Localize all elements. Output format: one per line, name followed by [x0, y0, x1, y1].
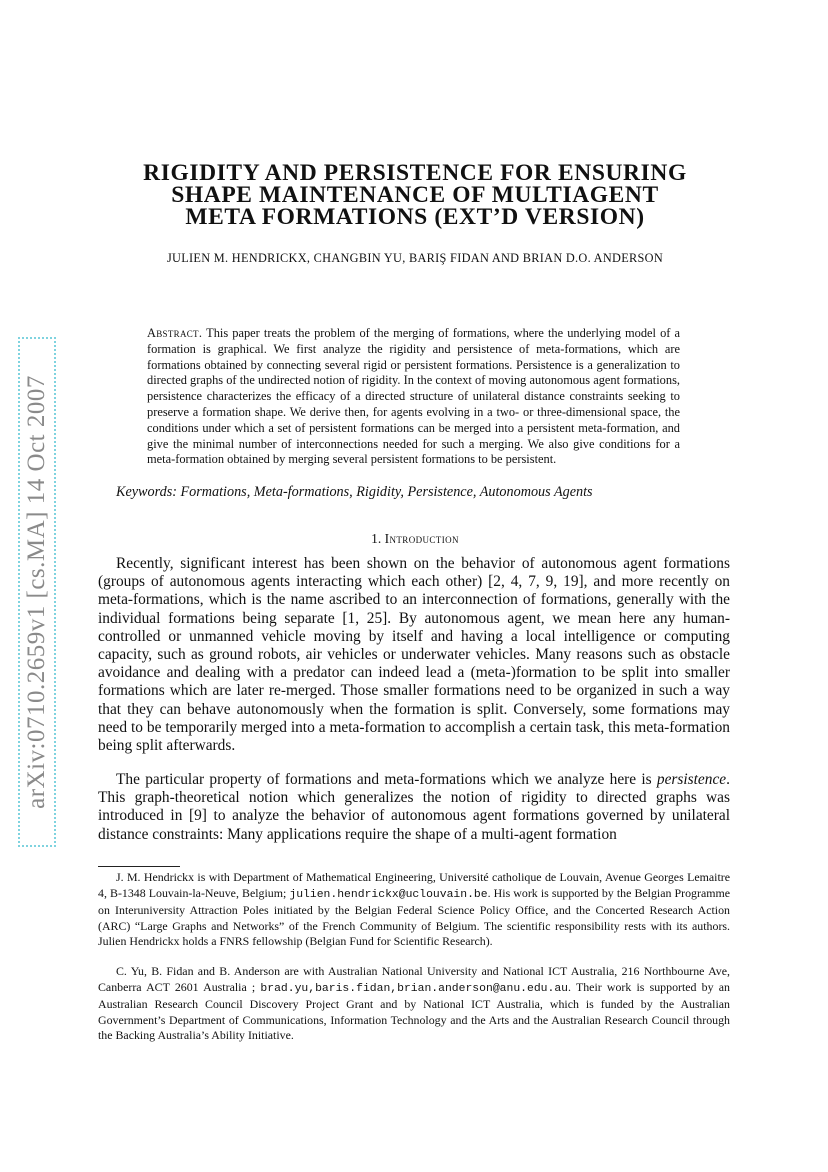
- paper-title: [100, 162, 730, 228]
- footnote-text: . His work is supported by the Belgian Programme on Interuniversity Attraction Poles initiated by the Belgian Federal Science Policy Office, and the Concerted Research Action (ARC) “Large Graphs and Networks” of the French Community of Belgium. The scientific responsibility rests with its authors. Julien Hendrickx holds a FNRS fellowship (Belgian Fund for Scientific Research).: [98, 885, 731, 949]
- footnote: [98, 964, 730, 1044]
- arxiv-identifier-text: arXiv:0710.2659v1 [cs.MA] 14 Oct 2007: [23, 375, 51, 809]
- abstract: [147, 326, 680, 468]
- body-paragraph: [98, 771, 730, 844]
- author-list: JULIEN M. HENDRICKX, CHANGBIN YU, BARIŞ FIDAN AND BRIAN D.O. ANDERSON: [166, 251, 664, 265]
- body-paragraph: Recently, significant interest has been shown on the behavior of autonomous agent formations (groups of autonomous agents interacting which each other) [2, 4, 7, 9, 19], and more recently on meta-formations, which is the name ascribed to an interconnection of formations, generally with the individual formations being separate [1, 25]. By autonomous agent, we mean here any human-controlled or unmanned vehicle moving by itself and having a local intelligence or computing capacity, such as ground robots, air vehicles or underwater vehicles. Many reasons such as obstacle avoidance and dealing with a predator can indeed lead a (meta-)formation to be split into smaller formations which are later re-merged. Those smaller formations need to be organized in such a way that they can behave autonomously when the formation is split. Conversely, some formations may need to be temporarily merged into a meta-formation to accomplish a certain task, this meta-formation being split afterwards.: [98, 555, 730, 755]
- email-address: brad.yu,baris.fidan,brian.anderson@anu.edu.au: [260, 982, 569, 995]
- paragraph-text: . This graph-theoretical notion which generalizes the notion of rigidity to directed graphs was introduced in [9] to analyze the behavior of autonomous agent formations governed by unilateral distance constraints: Many applications require the shape of a multi-agent formation: [98, 771, 730, 843]
- keywords: Keywords: Formations, Meta-formations, Rigidity, Persistence, Autonomous Agents: [116, 484, 593, 500]
- title-line: RIGIDITY AND PERSISTENCE FOR ENSURING: [143, 160, 687, 186]
- title-line: META FORMATIONS (EXT’D VERSION): [185, 204, 645, 230]
- footnote-text: C. Yu, B. Fidan and B. Anderson are with Australian National University and National ICT Australia, 216 Northbourne Ave, Canberra ACT 2601 Australia ;: [98, 964, 730, 994]
- footnote-text: J. M. Hendrickx is with Department of Mathematical Engineering, Université catholique de Louvain, Avenue Georges Lemaitre 4, B-1348 Louvain-la-Neuve, Belgium;: [98, 870, 730, 900]
- paragraph-text: The particular property of formations and meta-formations which we analyze here is: [116, 771, 657, 788]
- arxiv-identifier-stamp: [18, 337, 56, 847]
- section-heading: [100, 531, 730, 547]
- title-line: SHAPE MAINTENANCE OF MULTIAGENT: [171, 182, 659, 208]
- section-number: 1.: [371, 531, 382, 546]
- footnote: [98, 870, 730, 950]
- footnote-divider: [98, 866, 180, 867]
- abstract-text: This paper treats the problem of the merging of formations, where the underlying model of a formation is graphical. We first analyze the rigidity and persistence of meta-formations, which are formations obtained by connecting several rigid or persistent formations. Persistence is a generalization to directed graphs of the undirected notion of rigidity. In the context of moving autonomous agent formations, persistence characterizes the efficacy of a directed structure of unilateral distance constraints seeking to preserve a formation shape. We derive then, for agents evolving in a two- or three-dimensional space, the conditions under which a set of persistent formations can be merged into a persistent meta-formation, and give the minimal number of interconnections needed for such a merging. We also give conditions for a meta-formation obtained by merging several persistent formations to be persistent.: [147, 326, 681, 467]
- abstract-label: Abstract.: [147, 326, 203, 340]
- section-title: Introduction: [384, 531, 459, 546]
- emphasized-term: persistence: [656, 771, 727, 788]
- footnote-text: . Their work is supported by an Australian Research Council Discovery Project Grant and by National ICT Australia, which is funded by the Australian Government’s Department of Communications, Information Technology and the Arts and the Australian Research Council through the Backing Australia’s Ability Initiative.: [98, 979, 730, 1043]
- email-address: julien.hendrickx@uclouvain.be: [289, 888, 488, 901]
